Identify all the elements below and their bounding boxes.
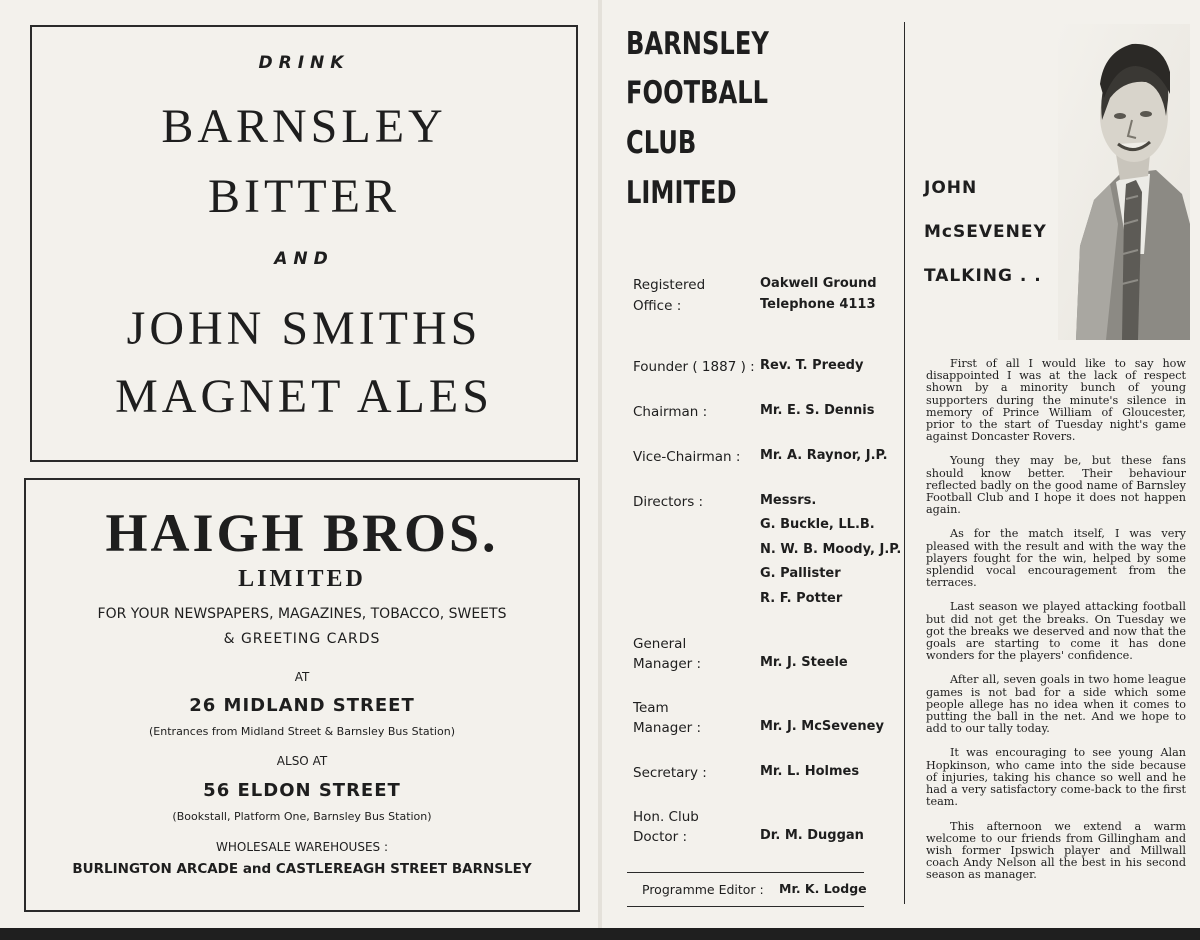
article-paragraph: First of all I would like to say how disappointed I was at the lack of respect shown by a minority bunch of young supporters during the minute's silence in memory of Prince William of Gloucester, prior to the start of Tuesday night's game against Doncaster Rovers.	[926, 357, 1186, 444]
registered-label-2: Office :	[633, 298, 682, 314]
ad-barnsley: BARNSLEY	[161, 100, 447, 153]
registered-label-1: Registered	[633, 277, 706, 293]
editor-label: Programme Editor :	[642, 882, 764, 897]
haigh-tagline-1: FOR YOUR NEWSPAPERS, MAGAZINES, TOBACCO, SWEETS	[97, 606, 507, 622]
haigh-name: HAIGH BROS.	[105, 503, 499, 563]
secretary-label: Secretary :	[633, 765, 707, 781]
founder-value: Rev. T. Preedy	[760, 358, 864, 373]
column-article	[926, 358, 1186, 894]
haigh-warehouses: BURLINGTON ARCADE and CASTLEREAGH STREET BARNSLEY	[72, 861, 532, 877]
club-title-1: BARNSLEY	[626, 26, 769, 62]
doctor-label-2: Doctor :	[633, 829, 688, 845]
director-line: G. Pallister	[760, 566, 841, 581]
haigh-address-2: 56 ELDON STREET	[203, 780, 401, 801]
ad-and: AND	[274, 249, 334, 269]
article-paragraph: After all, seven goals in two home league games is not bad for a side which some people allege has no idea when it comes to putting the ball in the net. And we hope to add to our tally today.	[926, 673, 1186, 736]
haigh-limited: LIMITED	[238, 566, 366, 592]
ad-john-smiths: JOHN SMITHS	[126, 302, 482, 355]
editor-bottom-rule	[627, 906, 864, 907]
director-line: G. Buckle, LL.B.	[760, 517, 875, 532]
haigh-bros-ad	[24, 478, 580, 912]
chairman-label: Chairman :	[633, 404, 708, 420]
bottom-edge	[0, 928, 1200, 940]
secretary-value: Mr. L. Holmes	[760, 764, 860, 779]
director-line: N. W. B. Moody, J.P.	[760, 542, 902, 557]
club-title-3: CLUB	[626, 125, 697, 161]
registered-value-2: Telephone 4113	[760, 297, 876, 312]
chairman-value: Mr. E. S. Dennis	[760, 403, 875, 418]
article-paragraph: It was encouraging to see young Alan Hopkinson, who came into the side because of injuries, taking his chance so well and he had a very satisfactory come-back to the first team.	[926, 746, 1186, 809]
general-manager-label-2: Manager :	[633, 656, 702, 672]
club-title-4: LIMITED	[626, 175, 737, 211]
column-heading-3: TALKING . .	[924, 266, 1042, 286]
team-manager-label-2: Manager :	[633, 720, 702, 736]
haigh-address-1: 26 MIDLAND STREET	[189, 695, 415, 716]
vice-chairman-label: Vice-Chairman :	[633, 449, 741, 465]
haigh-at: AT	[294, 670, 310, 684]
article-paragraph: Young they may be, but these fans should know better. Their behaviour reflected badly on the good name of Barnsley Football Club and I hope it does not happen again.	[926, 454, 1186, 517]
column-heading-1: JOHN	[924, 178, 978, 198]
haigh-also-at: ALSO AT	[276, 754, 328, 768]
editor-top-rule	[627, 872, 864, 873]
portrait-photo	[1058, 24, 1190, 340]
column-heading-2: McSEVENEY	[924, 222, 1047, 242]
director-line: Messrs.	[760, 493, 817, 508]
general-manager-value: Mr. J. Steele	[760, 655, 848, 670]
ad-bitter: BITTER	[208, 170, 400, 223]
barnsley-bitter-ad	[30, 25, 578, 462]
general-manager-label-1: General	[633, 636, 687, 652]
team-manager-value: Mr. J. McSeveney	[760, 719, 884, 734]
haigh-address-2-note: (Bookstall, Platform One, Barnsley Bus Station)	[172, 810, 432, 823]
directors-label: Directors :	[633, 494, 704, 510]
column-divider	[904, 22, 905, 904]
article-paragraph: This afternoon we extend a warm welcome to our friends from Gillingham and wish former Ipswich player and Millwall coach Andy Nelson all the best in his second season as manager.	[926, 819, 1186, 882]
article-paragraph: Last season we played attacking football but did not get the breaks. On Tuesday we got the breaks we deserved and now that the goals are starting to come it has done wonders for the players' confidence.	[926, 600, 1186, 663]
haigh-tagline-2: & GREETING CARDS	[223, 631, 381, 647]
director-line: R. F. Potter	[760, 591, 843, 606]
editor-value: Mr. K. Lodge	[779, 881, 867, 896]
team-manager-label-1: Team	[633, 700, 669, 716]
founder-label: Founder ( 1887 ) :	[633, 359, 755, 375]
article-paragraph: As for the match itself, I was very pleased with the result and with the way the players fought for the win, helped by some splendid vocal encouragement from the terraces.	[926, 527, 1186, 590]
haigh-wholesale: WHOLESALE WAREHOUSES :	[216, 840, 388, 854]
page-spine	[598, 0, 602, 940]
doctor-value: Dr. M. Duggan	[760, 828, 864, 843]
vice-chairman-value: Mr. A. Raynor, J.P.	[760, 448, 888, 463]
haigh-address-1-note: (Entrances from Midland Street & Barnsley Bus Station)	[149, 725, 455, 738]
club-title-2: FOOTBALL	[626, 75, 769, 111]
doctor-label-1: Hon. Club	[633, 809, 699, 825]
registered-value-1: Oakwell Ground	[760, 276, 877, 291]
ad-drink: DRINK	[258, 53, 350, 73]
ad-magnet-ales: MAGNET ALES	[115, 370, 493, 423]
